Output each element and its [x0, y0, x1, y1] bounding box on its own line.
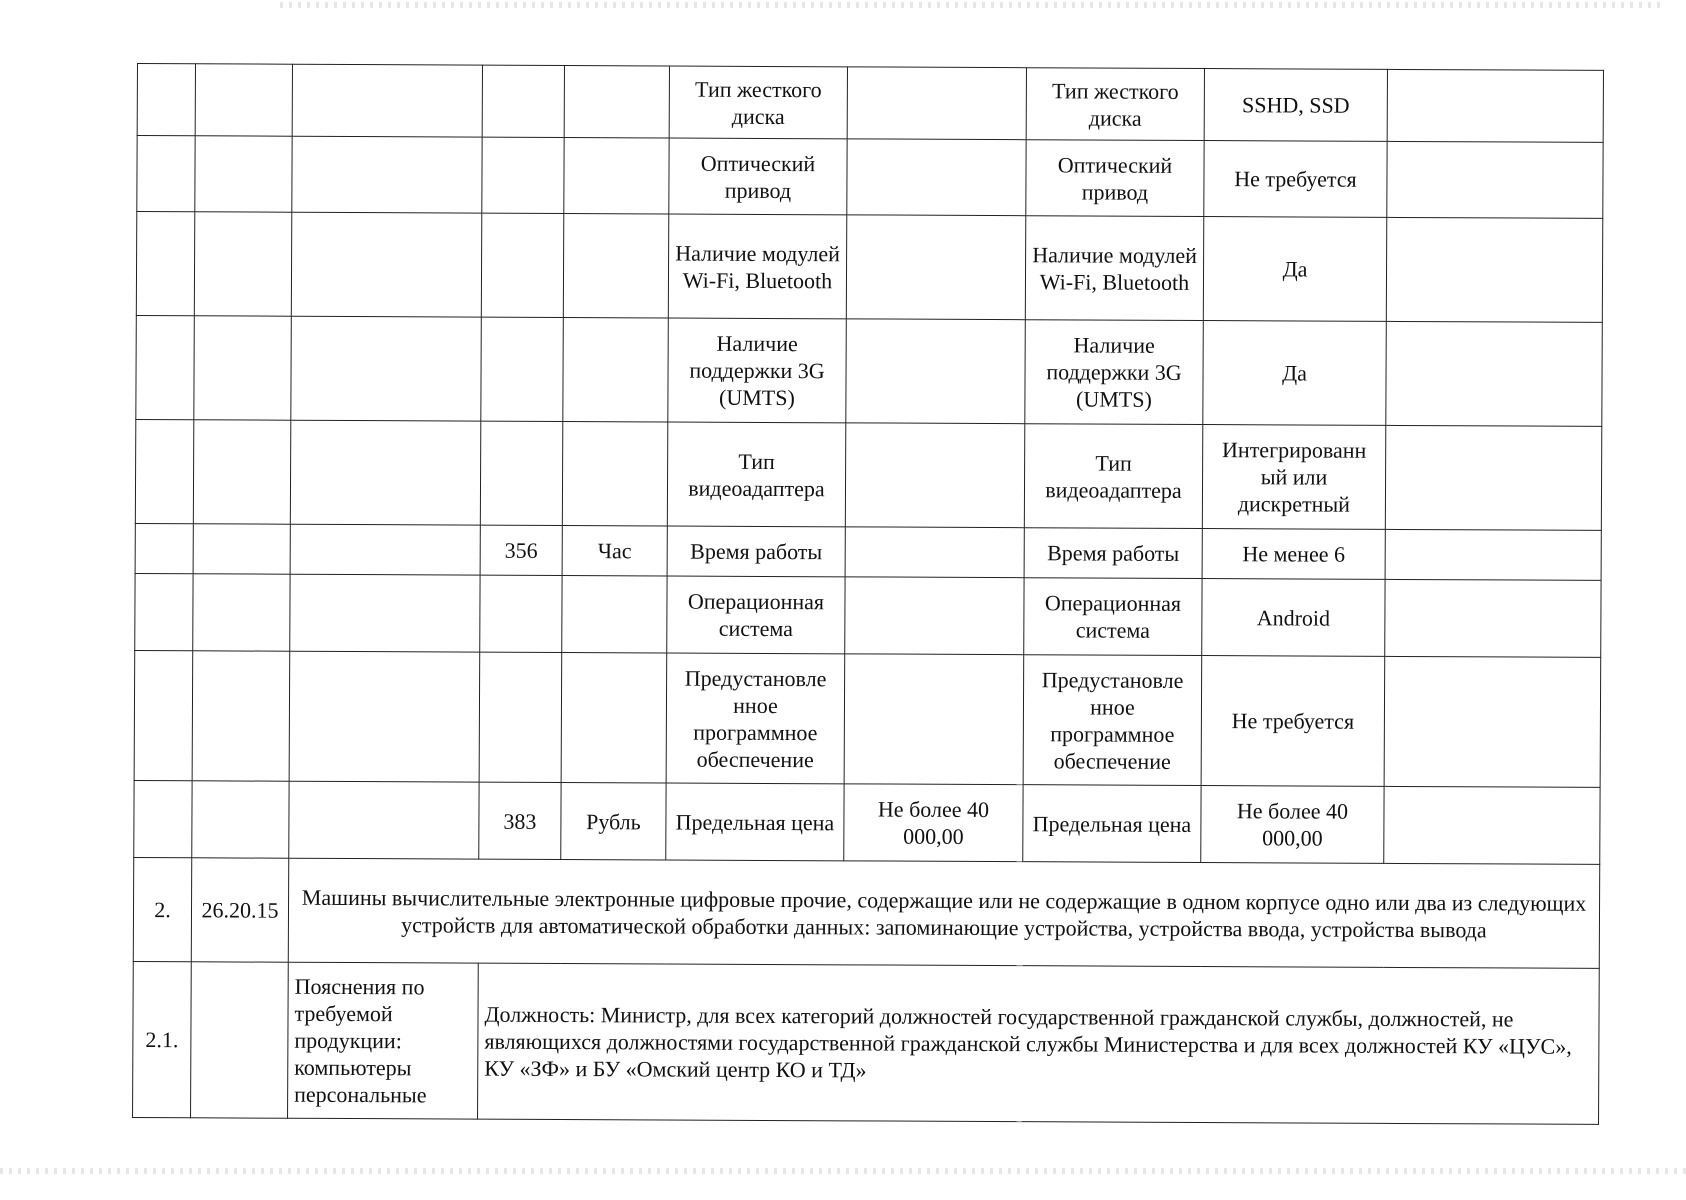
table-row: [136, 212, 1602, 323]
cell-okpd-code: [195, 136, 292, 212]
cell-okei-code: [479, 652, 562, 782]
cell-characteristic: Операционная система: [667, 576, 845, 654]
cell-characteristic: Тип жесткого диска: [1026, 68, 1204, 141]
cell-characteristic: Оптический привод: [669, 138, 847, 215]
scan-artifact-bottom: [0, 1168, 1686, 1174]
cell-value: Не требуется: [1201, 656, 1385, 787]
cell-unit: Час: [562, 526, 667, 576]
cell-characteristic: Наличие модулей Wi-Fi, Bluetooth: [1025, 216, 1203, 321]
cell-justification: [1385, 529, 1601, 580]
section-2-1-code: [191, 962, 289, 1118]
table-row: [135, 573, 1601, 657]
cell-unit: [564, 138, 669, 214]
cell-name: [292, 136, 482, 213]
section-2-1-row: [133, 961, 1600, 1124]
cell-number: [135, 523, 193, 573]
table-row: [137, 64, 1603, 143]
cell-justification: [1386, 321, 1602, 426]
section-2-number: 2.: [133, 857, 191, 961]
section-2-1-explanation: Пояснения по требуемой продукции: компьютеры персональные: [288, 962, 479, 1119]
cell-justification: [1387, 141, 1603, 218]
cell-number: [137, 64, 195, 136]
cell-characteristic: Время работы: [667, 526, 845, 577]
cell-okpd-code: [193, 420, 290, 524]
cell-justification: [1384, 656, 1601, 787]
cell-justification: [1384, 786, 1600, 864]
section-2-1-position: Должность: Министр, для всех категорий должностей государственной гражданской службы, должностей, не являющихся должностями государственной гражданской службы Министерства и для всех должностей КУ «ЦУС», КУ «ЗФ» и БУ «Омский центр КО и ТД»: [478, 963, 1600, 1124]
cell-justification: [1385, 579, 1601, 657]
cell-okei-code: [480, 421, 562, 525]
table-row: [135, 419, 1601, 530]
section-2-code: 26.20.15: [191, 858, 288, 962]
scan-artifact-top: [280, 2, 1660, 8]
cell-okei-code: [480, 575, 562, 652]
cell-name: [290, 574, 480, 652]
cell-okpd-code: [193, 524, 290, 574]
cell-characteristic: Предустановле нное программное обеспечение: [1023, 655, 1202, 786]
cell-okpd-code: [195, 64, 292, 136]
table-row: [136, 315, 1602, 426]
cell-okei-code: [481, 317, 563, 421]
section-2-row: [133, 857, 1599, 968]
cell-number: [135, 573, 193, 650]
cell-okpd-code: [193, 574, 290, 651]
section-2-1-number: 2.1.: [133, 961, 192, 1117]
cell-characteristic: Предельная цена: [1023, 785, 1201, 863]
cell-characteristic: Тип видеоадаптера: [1024, 424, 1202, 529]
cell-name: [289, 651, 480, 782]
cell-value: Интегрированн ый или дискретный: [1202, 425, 1385, 530]
cell-okei-code: [482, 65, 564, 137]
cell-characteristic: Тип жесткого диска: [669, 66, 847, 139]
cell-characteristic: Предустановле нное программное обеспечение: [666, 653, 845, 784]
table-row: [134, 780, 1600, 864]
cell-name: [289, 781, 479, 859]
cell-value: Не более 40 000,00: [844, 784, 1023, 862]
cell-number: [134, 650, 193, 780]
cell-value: [845, 527, 1024, 578]
cell-unit: [562, 576, 667, 653]
cell-okei-code: 356: [480, 525, 562, 575]
cell-value: [847, 139, 1026, 216]
cell-okpd-code: [194, 212, 291, 316]
table-row: [137, 136, 1603, 219]
cell-justification: [1385, 425, 1601, 530]
cell-unit: [563, 318, 668, 422]
cell-value: [846, 319, 1025, 424]
cell-characteristic: Операционная система: [1024, 578, 1202, 656]
cell-characteristic: Наличие поддержки 3G (UMTS): [668, 318, 846, 423]
cell-number: [137, 136, 195, 212]
cell-value: Да: [1203, 217, 1386, 322]
cell-characteristic: Оптический привод: [1026, 140, 1204, 217]
cell-name: [292, 64, 482, 137]
cell-name: [291, 316, 481, 421]
cell-characteristic: Наличие модулей Wi-Fi, Bluetooth: [668, 214, 846, 319]
cell-unit: [563, 214, 668, 318]
cell-justification: [1386, 217, 1602, 322]
cell-number: [136, 212, 194, 316]
cell-value: [844, 654, 1024, 785]
cell-name: [290, 420, 480, 525]
section-2-description: Машины вычислительные электронные цифровые прочие, содержащие или не содержащие в одном корпусе одно или два из следующих устройств для автоматической обработки данных: запоминающие устройства, устройства ввода, устройства вывода: [288, 858, 1599, 968]
cell-characteristic: Наличие поддержки 3G (UMTS): [1025, 320, 1203, 425]
cell-okei-code: [481, 213, 563, 317]
cell-value: [845, 423, 1024, 528]
cell-characteristic: Время работы: [1024, 528, 1202, 579]
cell-number: [135, 419, 193, 523]
cell-value: Да: [1203, 321, 1386, 426]
cell-characteristic: Тип видеоадаптера: [667, 422, 845, 527]
cell-value: Android: [1202, 579, 1385, 657]
cell-okpd-code: [194, 316, 291, 420]
cell-unit: [561, 653, 667, 783]
cell-okei-code: 383: [479, 782, 561, 859]
cell-okei-code: [482, 137, 564, 213]
cell-value: SSHD, SSD: [1204, 69, 1387, 142]
table-row: [135, 523, 1601, 580]
cell-name: [290, 524, 480, 575]
cell-okpd-code: [192, 651, 290, 781]
cell-unit: [564, 66, 669, 138]
table-row: [134, 650, 1601, 787]
cell-value: [847, 67, 1026, 140]
cell-okpd-code: [192, 781, 289, 858]
cell-unit: [562, 422, 667, 526]
cell-number: [136, 315, 194, 419]
cell-characteristic: Предельная цена: [666, 783, 844, 861]
cell-unit: Рубль: [561, 783, 666, 860]
cell-value: Не требуется: [1204, 141, 1387, 218]
cell-number: [134, 780, 192, 857]
cell-name: [291, 212, 481, 317]
cell-value: Не более 40 000,00: [1201, 786, 1384, 864]
cell-value: [845, 577, 1024, 655]
specification-table: [132, 63, 1604, 1125]
cell-value: [846, 215, 1025, 320]
cell-value: Не менее 6: [1202, 529, 1385, 580]
cell-justification: [1387, 69, 1603, 142]
